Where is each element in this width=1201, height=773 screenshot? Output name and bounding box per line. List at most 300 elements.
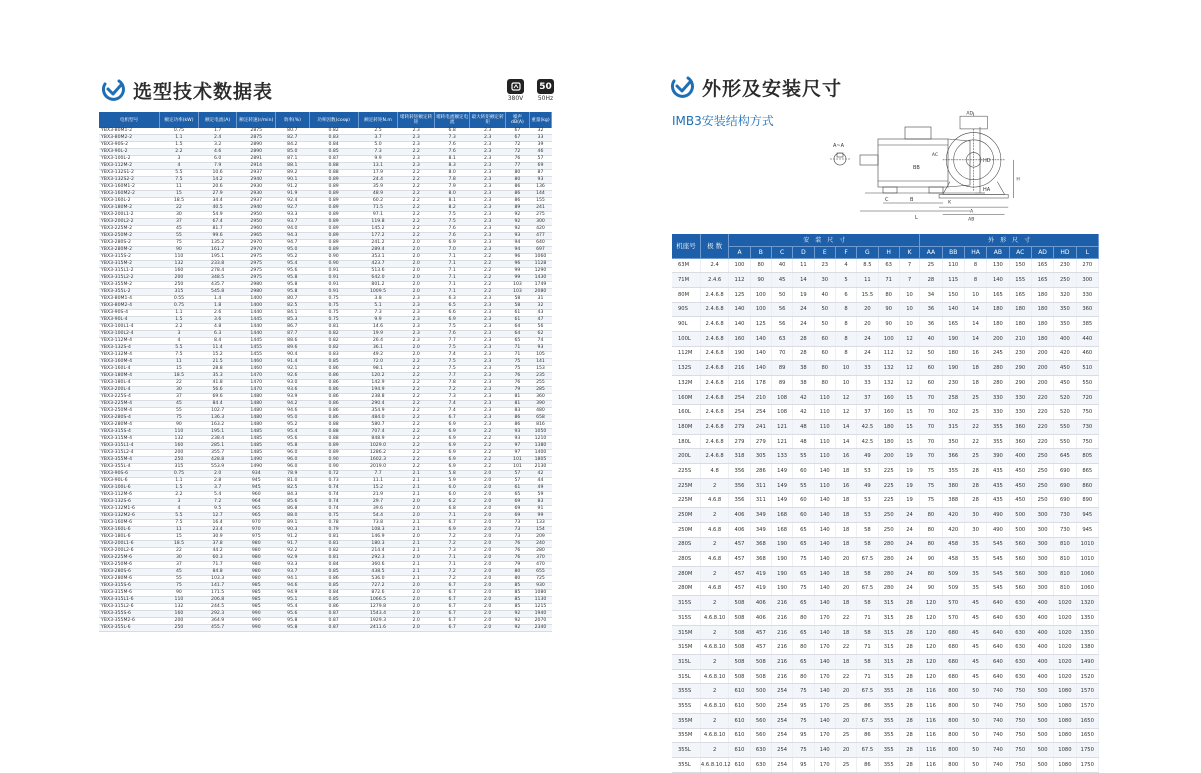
table-cell: 22 (160, 380, 199, 387)
table-cell: 2914 (237, 163, 276, 170)
table-cell: 810 (1054, 537, 1076, 552)
dimension-table-row (672, 508, 1099, 523)
dimension-table-row (672, 611, 1099, 626)
table-cell: 315 (878, 640, 899, 655)
table-cell: 0.91 (309, 268, 358, 275)
table-cell: 21.5 (198, 359, 237, 366)
table-cell: 70 (771, 346, 792, 361)
table-cell: 9.5 (198, 506, 237, 513)
table-cell: 2.1 (398, 569, 435, 576)
table-cell: 2960 (237, 226, 276, 233)
table-cell: 67 (505, 128, 529, 135)
table-cell: 140 (814, 684, 835, 699)
table-cell: 5 (835, 273, 856, 288)
table-cell: 70 (920, 449, 942, 464)
table-cell: 2.2 (398, 212, 435, 219)
table-cell: 2.1 (398, 471, 435, 478)
table-cell: 3.7 (358, 135, 398, 142)
table-cell: YBX3-80M1-4 (99, 296, 160, 303)
table-cell: YBX3-355L-2 (99, 289, 160, 296)
table-cell: 84.2 (276, 142, 309, 149)
table-cell: 20 (835, 684, 856, 699)
spec-table-row (99, 212, 552, 219)
table-cell: 355 (942, 464, 964, 479)
table-cell: 200 (160, 275, 199, 282)
table-cell: 2.4.6.8 (700, 376, 728, 391)
spec-table-row (99, 562, 552, 569)
table-cell: 1445 (237, 317, 276, 324)
table-cell: 64 (505, 331, 529, 338)
table-cell: 10 (835, 361, 856, 376)
table-cell: 2.3 (470, 296, 506, 303)
drawing-label: L (915, 215, 918, 221)
table-cell: 241 (750, 420, 771, 435)
table-cell: 25 (835, 757, 856, 772)
table-cell: 11.1 (358, 478, 398, 485)
table-cell: 980 (237, 555, 276, 562)
table-cell: 80.7 (276, 296, 309, 303)
table-cell: 15 (899, 434, 919, 449)
table-cell: 16 (835, 478, 856, 493)
table-cell: 154 (529, 527, 551, 534)
table-cell: 3 (160, 331, 199, 338)
table-cell: 14 (964, 317, 986, 332)
table-cell: 985 (237, 590, 276, 597)
frequency-label: 50Hz (537, 95, 554, 102)
table-cell: 0.89 (309, 205, 358, 212)
table-cell: 11 (793, 258, 814, 273)
table-cell: 2.2 (398, 366, 435, 373)
table-cell: 116 (920, 713, 942, 728)
table-cell: 119.8 (358, 219, 398, 226)
table-cell: YBX3-250M-2 (99, 233, 160, 240)
drawing-label: A~A (833, 143, 845, 149)
table-cell: 210 (1009, 331, 1031, 346)
table-cell: 35 (964, 566, 986, 581)
table-cell: YBX3-315M-6 (99, 590, 160, 597)
table-cell: 816 (529, 422, 551, 429)
dimension-table-row (672, 537, 1099, 552)
table-cell: 280S (672, 537, 700, 552)
table-cell: 255 (529, 380, 551, 387)
table-cell: 80 (505, 576, 529, 583)
table-cell: 11 (160, 527, 199, 534)
table-cell: 254 (771, 684, 792, 699)
table-cell: 86 (505, 198, 529, 205)
table-cell: 7 (899, 258, 919, 273)
table-cell: 18 (835, 625, 856, 640)
table-cell: 2.3 (398, 331, 435, 338)
table-cell: 71 (857, 640, 878, 655)
table-cell: 110 (160, 254, 199, 261)
table-cell: 88.1 (276, 163, 309, 170)
table-cell: 73 (505, 534, 529, 541)
table-cell: 2.4.6.8 (700, 390, 728, 405)
table-cell: 200 (878, 449, 899, 464)
table-cell: 400 (1031, 640, 1053, 655)
dimension-table-row (672, 287, 1099, 302)
table-cell: YBX3-355M2-6 (99, 618, 160, 625)
table-cell: 560 (750, 728, 771, 743)
table-cell: 180 (942, 346, 964, 361)
table-cell: YBX3-355M-2 (99, 282, 160, 289)
table-cell: 680 (942, 625, 964, 640)
table-cell: 2.3 (470, 422, 506, 429)
spec-table-row (99, 611, 552, 618)
table-cell: 8 (964, 273, 986, 288)
table-cell: 2.3 (470, 177, 506, 184)
table-cell: 165 (987, 287, 1009, 302)
table-cell: 30 (814, 273, 835, 288)
table-cell: 640 (987, 655, 1009, 670)
table-cell: 87 (529, 170, 551, 177)
table-cell: YBX3-225M-2 (99, 226, 160, 233)
table-cell: 130 (987, 258, 1009, 273)
table-cell: 2.3 (470, 247, 506, 254)
dim-col-header: AB (987, 246, 1009, 258)
table-cell: 38 (793, 361, 814, 376)
table-cell: 63M (672, 258, 700, 273)
dimension-table-row (672, 655, 1099, 670)
table-cell: 1570 (1076, 684, 1098, 699)
table-cell: 2.0 (398, 611, 435, 618)
table-cell: 55 (793, 449, 814, 464)
table-cell: 44 (529, 478, 551, 485)
table-cell: 0.86 (309, 604, 358, 611)
table-cell: 82.5 (276, 485, 309, 492)
spec-table-row (99, 618, 552, 625)
table-cell: 26.4 (358, 338, 398, 345)
table-cell: 58 (857, 537, 878, 552)
dim-col-header: B (750, 246, 771, 258)
table-cell: 4.8 (198, 324, 237, 331)
table-cell: 2.2 (398, 443, 435, 450)
table-cell: 96.0 (276, 450, 309, 457)
table-cell: 2.3 (470, 205, 506, 212)
table-cell: 96.0 (276, 464, 309, 471)
dimension-table-row (672, 581, 1099, 596)
table-cell: 44.2 (198, 548, 237, 555)
table-cell: 92 (505, 212, 529, 219)
table-cell: 140 (942, 302, 964, 317)
table-cell: 45 (964, 640, 986, 655)
table-cell: 366 (942, 449, 964, 464)
table-cell: 350 (1054, 302, 1076, 317)
table-cell: 140 (814, 596, 835, 611)
table-cell: 455.7 (198, 625, 237, 632)
spec-header-cell: 堵转电流额定电流 (434, 112, 470, 128)
table-cell: 235 (529, 373, 551, 380)
dimension-table-row (672, 699, 1099, 714)
table-cell: 78.9 (276, 471, 309, 478)
spec-header-cell: 电机型号 (99, 112, 160, 128)
table-cell: 225M (672, 493, 700, 508)
table-cell: 2.0 (398, 268, 435, 275)
spec-table-row (99, 576, 552, 583)
table-cell: 80 (920, 508, 942, 523)
table-cell: 24 (899, 508, 919, 523)
table-cell: 63 (771, 331, 792, 346)
table-cell: 2.3 (398, 310, 435, 317)
table-cell: 80 (793, 669, 814, 684)
table-cell: 355 (987, 434, 1009, 449)
table-cell: 24 (899, 566, 919, 581)
table-cell: 2.0 (470, 576, 506, 583)
table-cell: 730 (1054, 522, 1076, 537)
spec-table-row (99, 247, 552, 254)
table-cell: 180 (1031, 302, 1053, 317)
table-cell: YBX3-280S-6 (99, 569, 160, 576)
table-cell: 6.9 (434, 317, 470, 324)
table-cell: 2.3 (470, 135, 506, 142)
table-cell: 440 (1076, 331, 1098, 346)
table-cell: 140 (814, 537, 835, 552)
table-cell: 140 (814, 493, 835, 508)
table-cell: 250 (160, 625, 199, 632)
table-cell: YBX3-180M-4 (99, 373, 160, 380)
table-cell: 2.0 (470, 485, 506, 492)
spec-table-row (99, 261, 552, 268)
table-cell: 37 (857, 405, 878, 420)
table-cell: 2.2 (470, 450, 506, 457)
table-cell: 2.0 (398, 534, 435, 541)
dimension-table-row (672, 258, 1099, 273)
table-cell: 8 (835, 331, 856, 346)
table-cell: 1020 (1054, 611, 1076, 626)
spec-table-row (99, 429, 552, 436)
table-cell: 0.84 (309, 590, 358, 597)
table-cell: 315 (878, 625, 899, 640)
table-cell: 0.84 (309, 142, 358, 149)
table-cell: 0.75 (160, 128, 199, 135)
table-cell: 22 (964, 434, 986, 449)
table-cell: 2.0 (470, 513, 506, 520)
table-cell: 964 (237, 499, 276, 506)
table-cell: 480 (529, 408, 551, 415)
table-cell: 0.85 (309, 597, 358, 604)
table-cell: 2.0 (398, 590, 435, 597)
table-cell: 110 (814, 390, 835, 405)
table-cell: 92.7 (276, 205, 309, 212)
table-cell: 60.3 (198, 555, 237, 562)
table-cell: 20 (857, 302, 878, 317)
dimension-table-row (672, 684, 1099, 699)
table-cell: 190 (729, 346, 750, 361)
table-cell: 2.0 (470, 611, 506, 618)
table-cell: 45 (771, 273, 792, 288)
table-cell: 92.1 (276, 366, 309, 373)
table-cell: 2.1 (398, 478, 435, 485)
table-cell: 36 (920, 317, 942, 332)
table-cell: 477 (529, 233, 551, 240)
table-cell: 4.6.8.10 (700, 640, 728, 655)
table-cell: 1750 (1076, 743, 1098, 758)
spec-table-row (99, 303, 552, 310)
table-cell: 61 (505, 317, 529, 324)
table-cell: 7.3 (358, 149, 398, 156)
table-cell: 29.7 (358, 499, 398, 506)
table-cell: 99 (505, 275, 529, 282)
table-cell: 320 (1054, 287, 1076, 302)
table-cell: 985 (237, 583, 276, 590)
table-cell: 560 (1009, 552, 1031, 567)
table-cell: 890 (1076, 493, 1098, 508)
table-cell: 420 (942, 522, 964, 537)
table-cell: 33 (529, 135, 551, 142)
table-cell: 2.3 (398, 156, 435, 163)
table-cell: 20 (835, 552, 856, 567)
table-cell: 160 (160, 443, 199, 450)
table-cell: 6.2 (434, 499, 470, 506)
table-cell: 56.6 (198, 387, 237, 394)
table-cell: 254 (771, 699, 792, 714)
table-cell: 48 (793, 420, 814, 435)
table-cell: 71 (857, 611, 878, 626)
table-cell: YBX3-315L1-4 (99, 443, 160, 450)
table-cell: 2.3 (470, 331, 506, 338)
table-cell: 87.1 (276, 156, 309, 163)
install-dimensions-header: 安 装 尺 寸 (729, 234, 920, 246)
table-cell: 180 (1009, 317, 1031, 332)
table-cell: 6.9 (434, 464, 470, 471)
spec-table-row (99, 408, 552, 415)
table-cell: 330 (987, 390, 1009, 405)
table-cell: 93.3 (276, 562, 309, 569)
table-cell: 1430 (529, 275, 551, 282)
table-cell: 2.0 (470, 583, 506, 590)
table-cell: 2.2 (160, 492, 199, 499)
table-cell: 65 (793, 566, 814, 581)
table-cell: 270 (1076, 258, 1098, 273)
table-cell: 80 (793, 611, 814, 626)
table-cell: 750 (1009, 699, 1031, 714)
spec-table-row (99, 191, 552, 198)
table-cell: 2.2 (398, 401, 435, 408)
table-cell: 96 (505, 254, 529, 261)
table-cell: 65 (793, 625, 814, 640)
table-cell: 6.9 (434, 443, 470, 450)
table-cell: 28.8 (198, 366, 237, 373)
table-cell: 2.2 (470, 443, 506, 450)
table-cell: 93 (505, 429, 529, 436)
table-cell: 5.9 (434, 478, 470, 485)
table-cell: 550 (1054, 434, 1076, 449)
table-cell: 680 (942, 640, 964, 655)
table-cell: 2.3 (470, 380, 506, 387)
table-cell: 435.7 (198, 282, 237, 289)
table-cell: 0.75 (160, 303, 199, 310)
table-cell: 180 (878, 420, 899, 435)
table-cell: 560 (1009, 581, 1031, 596)
table-cell: 45 (964, 611, 986, 626)
table-cell: 0.89 (309, 212, 358, 219)
table-cell: 53 (857, 508, 878, 523)
table-cell: 140 (814, 743, 835, 758)
table-cell: 8.5 (857, 258, 878, 273)
table-cell: YBX3-160M-4 (99, 359, 160, 366)
table-cell: 423.7 (358, 261, 398, 268)
table-cell: 7.3 (434, 135, 470, 142)
table-cell: 2 (700, 655, 728, 670)
table-cell: 35 (964, 552, 986, 567)
table-cell: YBX3-225S-4 (99, 394, 160, 401)
table-cell: 0.90 (309, 457, 358, 464)
table-cell: 5.8 (434, 471, 470, 478)
table-cell: 0.86 (309, 576, 358, 583)
table-cell: 24.4 (358, 177, 398, 184)
table-cell: 970 (237, 520, 276, 527)
spec-table-row (99, 590, 552, 597)
table-cell: 945 (1076, 508, 1098, 523)
table-cell: 90 (160, 247, 199, 254)
table-cell: 7.9 (198, 163, 237, 170)
table-cell: 28 (964, 478, 986, 493)
table-cell: 960 (237, 492, 276, 499)
table-cell: 6.8 (434, 128, 470, 135)
table-cell: 54.4 (358, 513, 398, 520)
table-cell: 2.2 (398, 394, 435, 401)
table-cell: 8.2 (434, 205, 470, 212)
table-cell: 18.5 (160, 373, 199, 380)
table-cell: 740 (987, 684, 1009, 699)
table-cell: 200 (1031, 346, 1053, 361)
table-cell: 490 (987, 508, 1009, 523)
table-cell: YBX3-355L-4 (99, 464, 160, 471)
table-cell: 6.9 (434, 450, 470, 457)
table-cell: 2 (700, 625, 728, 640)
table-cell: 640 (529, 240, 551, 247)
table-cell: 95.2 (276, 254, 309, 261)
table-cell: 121 (771, 434, 792, 449)
dimension-table-row (672, 317, 1099, 332)
spec-table-row (99, 156, 552, 163)
table-cell: YBX3-90S-2 (99, 142, 160, 149)
table-cell: 16.4 (198, 520, 237, 527)
table-cell: 60 (793, 508, 814, 523)
table-cell: 80 (920, 537, 942, 552)
table-cell: 1320 (1076, 596, 1098, 611)
table-cell: 2.2 (398, 415, 435, 422)
table-cell: 37 (160, 394, 199, 401)
table-cell: 1400 (237, 296, 276, 303)
table-cell: 740 (987, 757, 1009, 772)
dim-col-header: AA (920, 246, 942, 258)
table-cell: 0.85 (309, 569, 358, 576)
table-cell: 15 (899, 405, 919, 420)
table-cell: 2.0 (470, 562, 506, 569)
spec-table-row (99, 359, 552, 366)
table-cell: 800 (942, 713, 964, 728)
table-cell: 645 (1054, 449, 1076, 464)
table-cell: 6.9 (434, 429, 470, 436)
table-cell: 250 (1054, 273, 1076, 288)
table-cell: 7.6 (434, 226, 470, 233)
table-cell: 84.8 (198, 569, 237, 576)
table-cell: 77 (505, 163, 529, 170)
table-cell: 200 (160, 618, 199, 625)
table-cell: 0.89 (309, 177, 358, 184)
table-cell: 216 (771, 625, 792, 640)
table-cell: 0.89 (309, 443, 358, 450)
table-cell: 2.6 (198, 310, 237, 317)
table-cell: 225S (672, 464, 700, 479)
table-cell: 65 (793, 596, 814, 611)
table-cell: 934 (237, 471, 276, 478)
table-cell: 12 (835, 390, 856, 405)
table-cell: 3.2 (198, 142, 237, 149)
table-cell: 180 (1031, 287, 1053, 302)
table-cell: 28 (899, 640, 919, 655)
